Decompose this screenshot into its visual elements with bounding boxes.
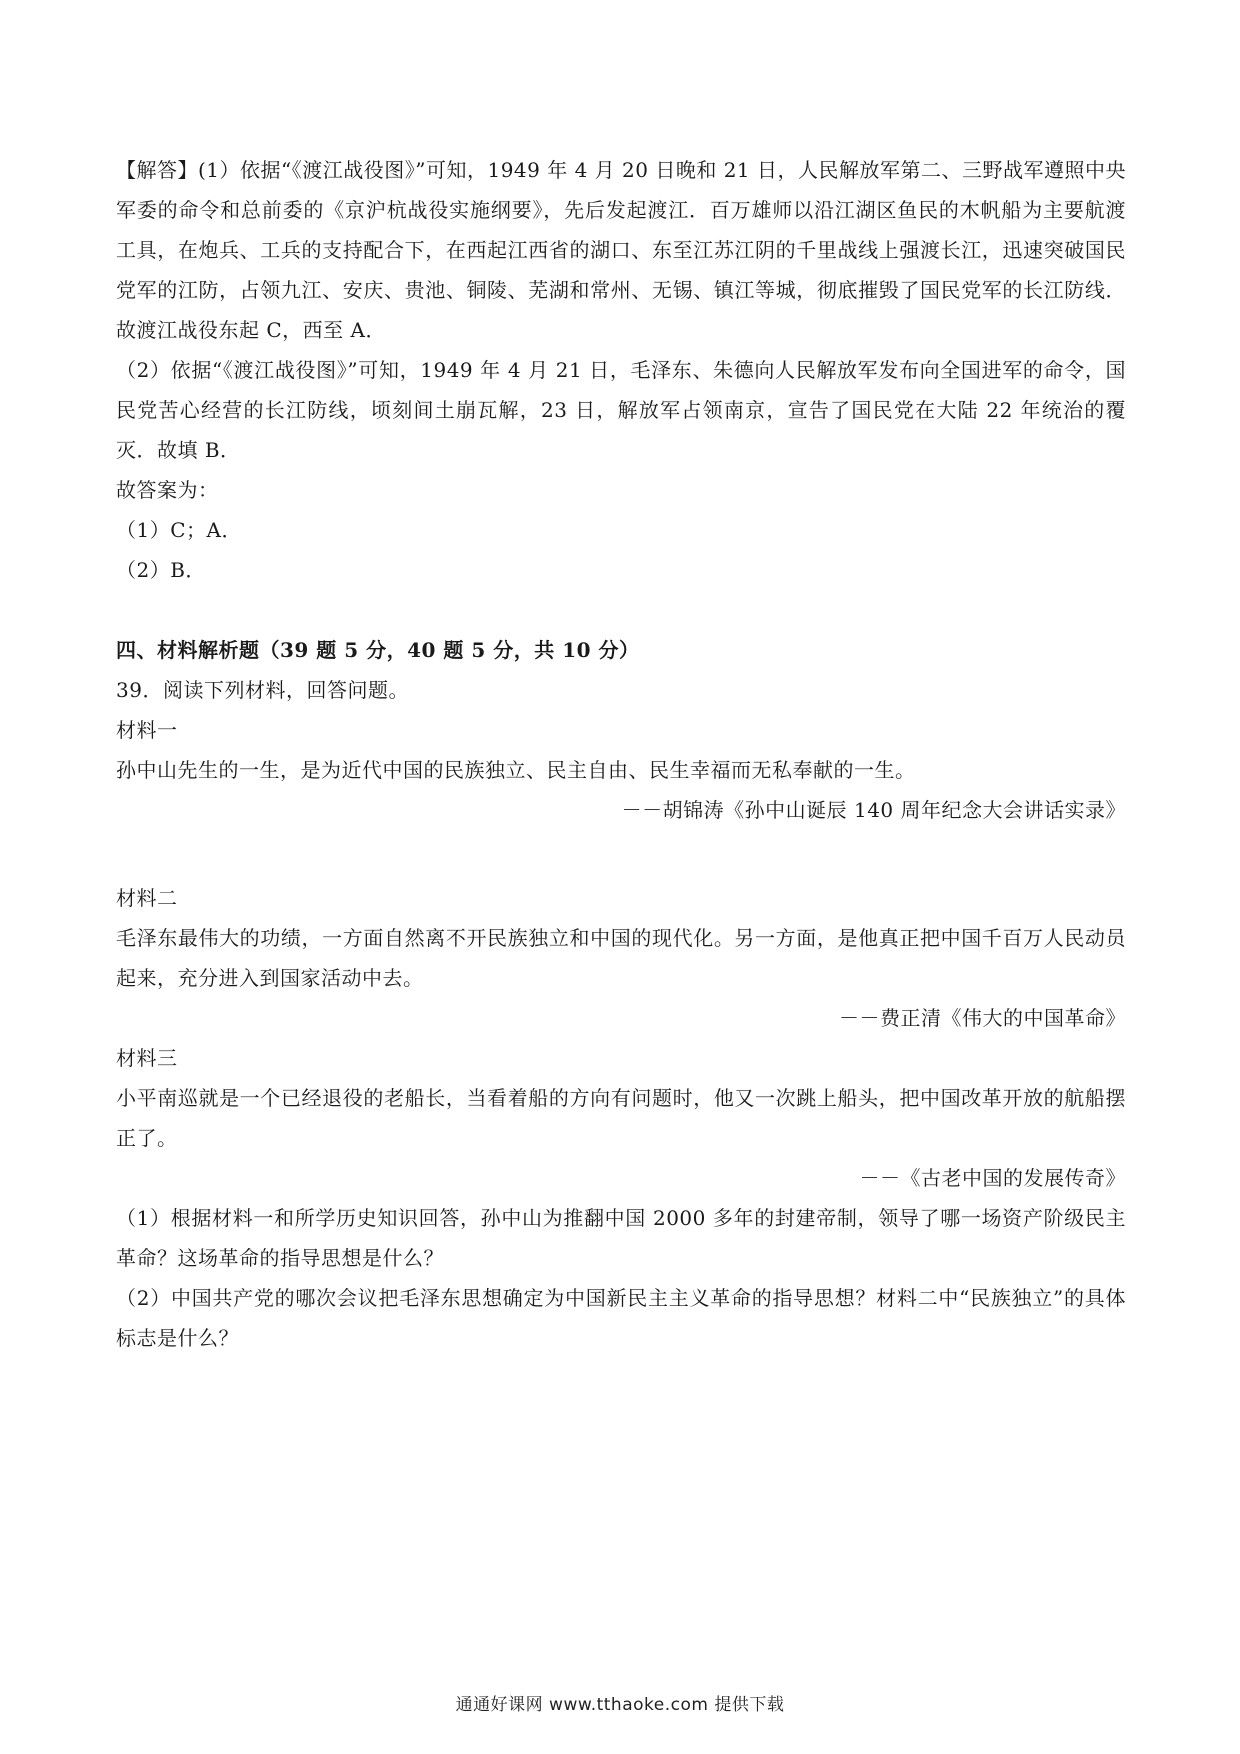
material-2-text: 毛泽东最伟大的功绩，一方面自然离不开民族独立和中国的现代化。另一方面，是他真正把中国千百万人民动员起来，充分进入到国家活动中去。 bbox=[116, 926, 1126, 990]
question-intro: 39．阅读下列材料，回答问题。 bbox=[116, 678, 409, 702]
material-2-label: 材料二 bbox=[116, 886, 178, 910]
answer-item-1: （1）C；A． bbox=[116, 518, 242, 542]
answer-paragraph-1: 【解答】(1）依据“《渡江战役图》”可知，1949 年 4 月 20 日晚和 21 日，人民解放军第二、三野战军遵照中央军委的命令和总前委的《京沪杭战役实施纲要》，先后发起渡江．百万雄师以沿江湖区鱼民的木帆船为主要航渡工具，在炮兵、工兵的支持配合下，在西起江西省的湖口、东至江苏江阴的千里战线上强渡长江，迅速突破国民党军的江防，占领九江、安庆、贵池、铜陵、芜湖和常州、无锡、镇江等城，彻底摧毁了国民党军的长江防线．故渡江战役东起 C，西至 A． bbox=[116, 158, 1126, 342]
section-spacer bbox=[116, 590, 1126, 630]
page-footer: 通通好课网 www.tthaoke.com 提供下载 bbox=[455, 1695, 785, 1715]
material-2-source: －－费正清《伟大的中国革命》 bbox=[839, 1006, 1126, 1030]
question-2: （2）中国共产党的哪次会议把毛泽东思想确定为中国新民主主义革命的指导思想？材料二中“民族独立”的具体标志是什么？ bbox=[116, 1286, 1126, 1350]
material-1-label: 材料一 bbox=[116, 718, 178, 742]
material-3-label: 材料三 bbox=[116, 1046, 178, 1070]
answer-item-2: （2）B． bbox=[116, 558, 206, 582]
question-1: （1）根据材料一和所学历史知识回答，孙中山为推翻中国 2000 多年的封建帝制，领导了哪一场资产阶级民主革命？这场革命的指导思想是什么？ bbox=[116, 1206, 1126, 1270]
material-1-text: 孙中山先生的一生，是为近代中国的民族独立、民主自由、民生幸福而无私奉献的一生。 bbox=[116, 758, 916, 782]
page-content bbox=[116, 150, 1126, 1358]
section-heading: 四、材料解析题（39 题 5 分，40 题 5 分，共 10 分） bbox=[116, 638, 640, 662]
material-3-source: －－《古老中国的发展传奇》 bbox=[859, 1166, 1126, 1190]
answer-paragraph-2: （2）依据“《渡江战役图》”可知，1949 年 4 月 21 日，毛泽东、朱德向人民解放军发布向全国进军的命令，国民党苦心经营的长江防线，顷刻间土崩瓦解，23 日，解放军占领南京，宣告了国民党在大陆 22 年统治的覆灭．故填 B． bbox=[116, 358, 1126, 462]
material-1-source: －－胡锦涛《孙中山诞辰 140 周年纪念大会讲话实录》 bbox=[621, 798, 1126, 822]
material-3-text: 小平南巡就是一个已经退役的老船长，当看着船的方向有问题时，他又一次跳上船头，把中国改革开放的航船摆正了。 bbox=[116, 1086, 1126, 1150]
material-spacer bbox=[116, 830, 1126, 878]
answer-summary-label: 故答案为： bbox=[116, 478, 219, 502]
